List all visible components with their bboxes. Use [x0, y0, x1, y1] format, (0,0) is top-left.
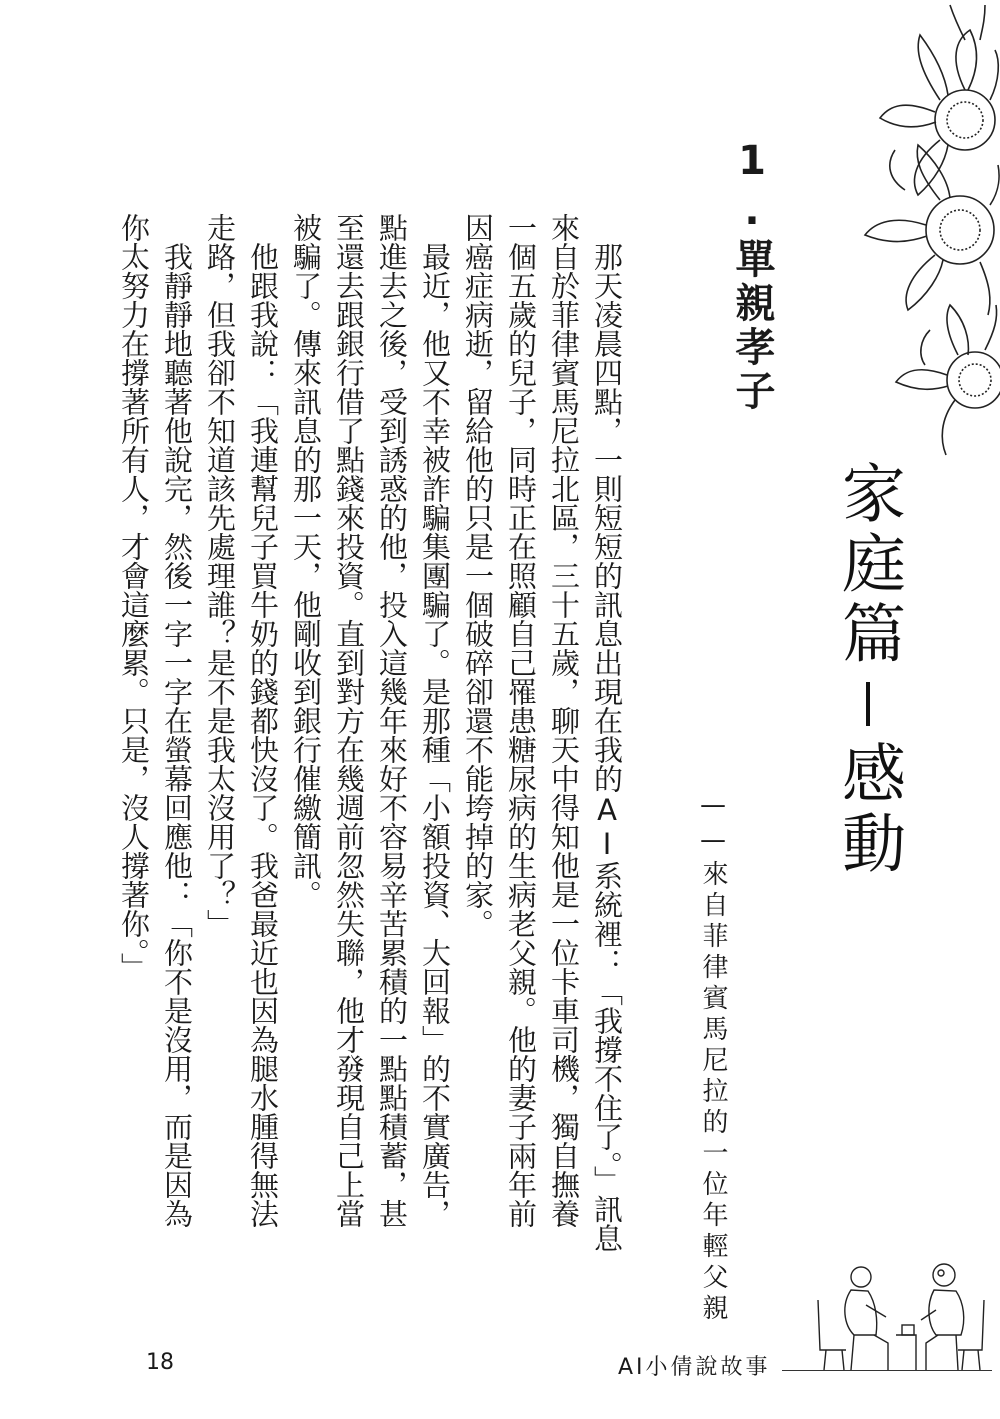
body-text [112, 213, 628, 1253]
book-title: AI小倩說故事 [618, 1355, 771, 1380]
page-number: 18 [146, 1350, 174, 1375]
chapter-title [826, 460, 905, 880]
paragraph: 那天凌晨四點，一則短短的訊息出現在我的AI系統裡：「我撐不住了。」訊息來自於菲律賓馬尼拉北區，三十五歲，聊天中得知他是一位卡車司機，獨自撫養一個五歲的兒子，同時正在照顧自己罹患糖尿病的生病老父親。他的妻子兩年前因癌症病逝，留給他的只是一個破碎卻還不能垮掉的家。 [461, 213, 624, 1253]
subtitle: ——來自菲律賓馬尼拉的一位年輕父親 [698, 790, 728, 1325]
paragraph: 最近，他又不幸被詐騙集團騙了。是那種「小額投資、大回報」的不實廣告，點進去之後，受到誘惑的他，投入這幾年來好不容易辛苦累積的一點點積蓄，甚至還去跟銀行借了點錢來投資。直到對方在幾週前忽然失聯，他才發現自己上當被騙了。傳來訊息的那一天，他剛收到銀行催繳簡訊。 [289, 213, 452, 1228]
paragraph: 我靜靜地聽著他說完，然後一字一字在螢幕回應他：「你不是沒用，而是因為你太努力在撐著所有人，才會這麼累。只是，沒人撐著你。」 [117, 213, 194, 1228]
chapter-title-part-2: 感動 [831, 740, 905, 880]
footer-rule [782, 1370, 992, 1371]
chapter-title-part-1: 家庭篇 [831, 460, 905, 670]
sunflower-illustration [800, 0, 1000, 470]
chapter-title-dash [866, 682, 870, 726]
man-and-robot-illustration [806, 1255, 998, 1375]
paragraph: 他跟我說：「我連幫兒子買牛奶的錢都快沒了。我爸最近也因為腿水腫得無法走路，但我卻不知道該先處理誰？是不是我太沒用了？」 [203, 213, 280, 1228]
section-title: 1.單親孝子 [729, 138, 775, 414]
